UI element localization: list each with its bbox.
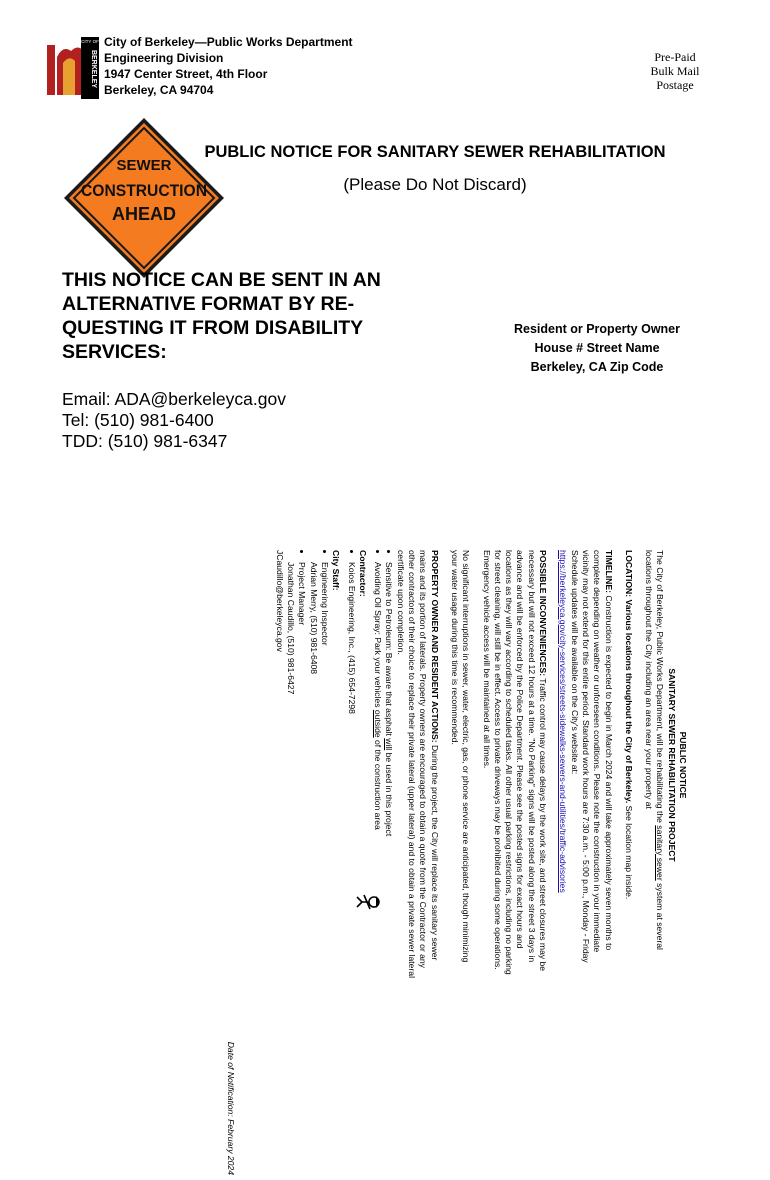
contact-tdd: TDD: (510) 981-6347 [62, 431, 228, 451]
caution-list [372, 550, 395, 980]
recipient-line1: Resident or Property Owner [513, 322, 680, 336]
sign-line2: CONSTRUCTION [81, 181, 207, 200]
staff2-name: Jonathan Caudillo, (510) 981-6427 [286, 562, 297, 695]
postage-indicia [616, 50, 734, 92]
svg-text:BERKELEY: BERKELEY [90, 49, 97, 89]
svg-text:CITY OF: CITY OF [81, 39, 99, 44]
owner-actions-paragraph: PROPERTY OWNER AND RESIDENT ACTIONS: During the project, the City will replace its sanitary sewer mains and its portion of laterals. Property owners are encouraged to obtain a quote from the Contractor or any other contractors of their choice to replace their private lateral (upper lateral) and to obtain a private sewer lateral certificate upon completion. [395, 550, 440, 979]
location-paragraph: LOCATION: Various locations throughout the City of Berkeley. See location map inside. [623, 550, 634, 900]
postage-line3: Postage [656, 78, 694, 92]
sender-line4: Berkeley, CA 94704 [104, 83, 214, 97]
worker-mascot-icon [356, 890, 382, 914]
sewer-construction-sign-icon [62, 116, 226, 280]
disability-services-contact [62, 389, 286, 452]
list-item: • Sensitive to Petroleum: Be aware that asphalt will be used in this project [383, 562, 394, 980]
timeline-paragraph: TIMELINE: Construction is expected to begin in March 2024 and will take approximately seven months to complete depending on weather or unforeseen conditions. Please note the construction in your immediate vicinity may not extend for this entire period. Standard work hours are 7:30 a.m. - 5:00 p.m., Monday - Friday [580, 550, 614, 963]
postage-line1: Pre-Paid [654, 50, 696, 64]
schedule-link[interactable]: https://berkeleyca.gov/city-services/streets-sidewalks-sewers-and-utilities/traffic-advisories [558, 550, 569, 893]
list-item: • Project Manager [296, 562, 307, 980]
project-details-panel [218, 550, 688, 1180]
postage-line2: Bulk Mail [650, 64, 700, 78]
contact-email: Email: ADA@berkeleyca.gov [62, 389, 286, 409]
list-item: • Engineering Inspector [319, 562, 330, 980]
staff2-email: JCaudillo@berkeleyca.gov [274, 550, 285, 652]
contact-tel: Tel: (510) 981-6400 [62, 410, 214, 430]
contractor-list [345, 550, 356, 980]
contractor-label: Contractor: [357, 550, 368, 597]
sign-line1: SEWER [116, 157, 172, 174]
notice-subtitle: (Please Do Not Discard) [343, 175, 527, 194]
panel-subheading: SANITARY SEWER REHABILITATION PROJECT [666, 668, 677, 862]
list-item: • Koios Engineering, Inc., (415) 654-7298 [345, 562, 356, 980]
sender-line3: 1947 Center Street, 4th Floor [104, 67, 268, 81]
alternative-format-notice: THIS NOTICE CAN BE SENT IN AN ALTERNATIVE FORMAT BY RE-QUESTING IT FROM DISABILITY SERVICES: [62, 269, 381, 363]
recipient-address [500, 320, 694, 377]
panel-heading: PUBLIC NOTICE [678, 731, 688, 799]
recipient-line2: House # Street Name [534, 341, 660, 355]
staff-list [296, 550, 307, 980]
staff1-name: Adrian Merry, (510) 981-6408 [308, 562, 319, 675]
sign-line3: AHEAD [111, 204, 177, 224]
schedule-text: Schedule updates will be available on the City's website at: [569, 550, 580, 775]
list-item: • Avoiding Oil Spray: Park your vehicles outside of the construction area [372, 562, 383, 980]
staff-list [319, 550, 330, 980]
recipient-line3: Berkeley, CA Zip Code [530, 360, 664, 374]
sender-line2: Engineering Division [104, 51, 224, 65]
intro-paragraph: The City of Berkeley, Public Works Department, will be rehabilitating the sanitary sewer system at several locations throughout the City including an area near your property at [644, 550, 666, 950]
city-staff-label: City Staff: [331, 550, 342, 591]
sender-address [104, 34, 353, 98]
city-of-berkeley-logo [45, 37, 99, 99]
sender-line1: City of Berkeley—Public Works Department [104, 35, 353, 49]
interruptions-paragraph: No significant interruptions in sewer, water, electric, gas, or phone service are anticipated, though minimizing your water usage during this time is recommended. [449, 550, 472, 963]
inconveniences-paragraph: POSSIBLE INCONVENIENCES: Traffic control may cause delays by the work site, and street closures may be necessary but will not exceed 12 hours at a time. "No Parking" signs will be posted along the street 3 days in advance and will be enforced by the Police Department. Please see the posted signs for exact hours and locations as they will vary according to scheduled tasks. All other usual parking restrictions, including no parking for street cleaning, will still be in effect. Access to private driveways may be prohibited during some operations. Emergency vehicle access will be maintained at all times. [481, 550, 549, 975]
notification-date: Date of Notification: February 2024 [226, 1041, 236, 1175]
notice-title: PUBLIC NOTICE FOR SANITARY SEWER REHABILITATION [204, 143, 666, 161]
